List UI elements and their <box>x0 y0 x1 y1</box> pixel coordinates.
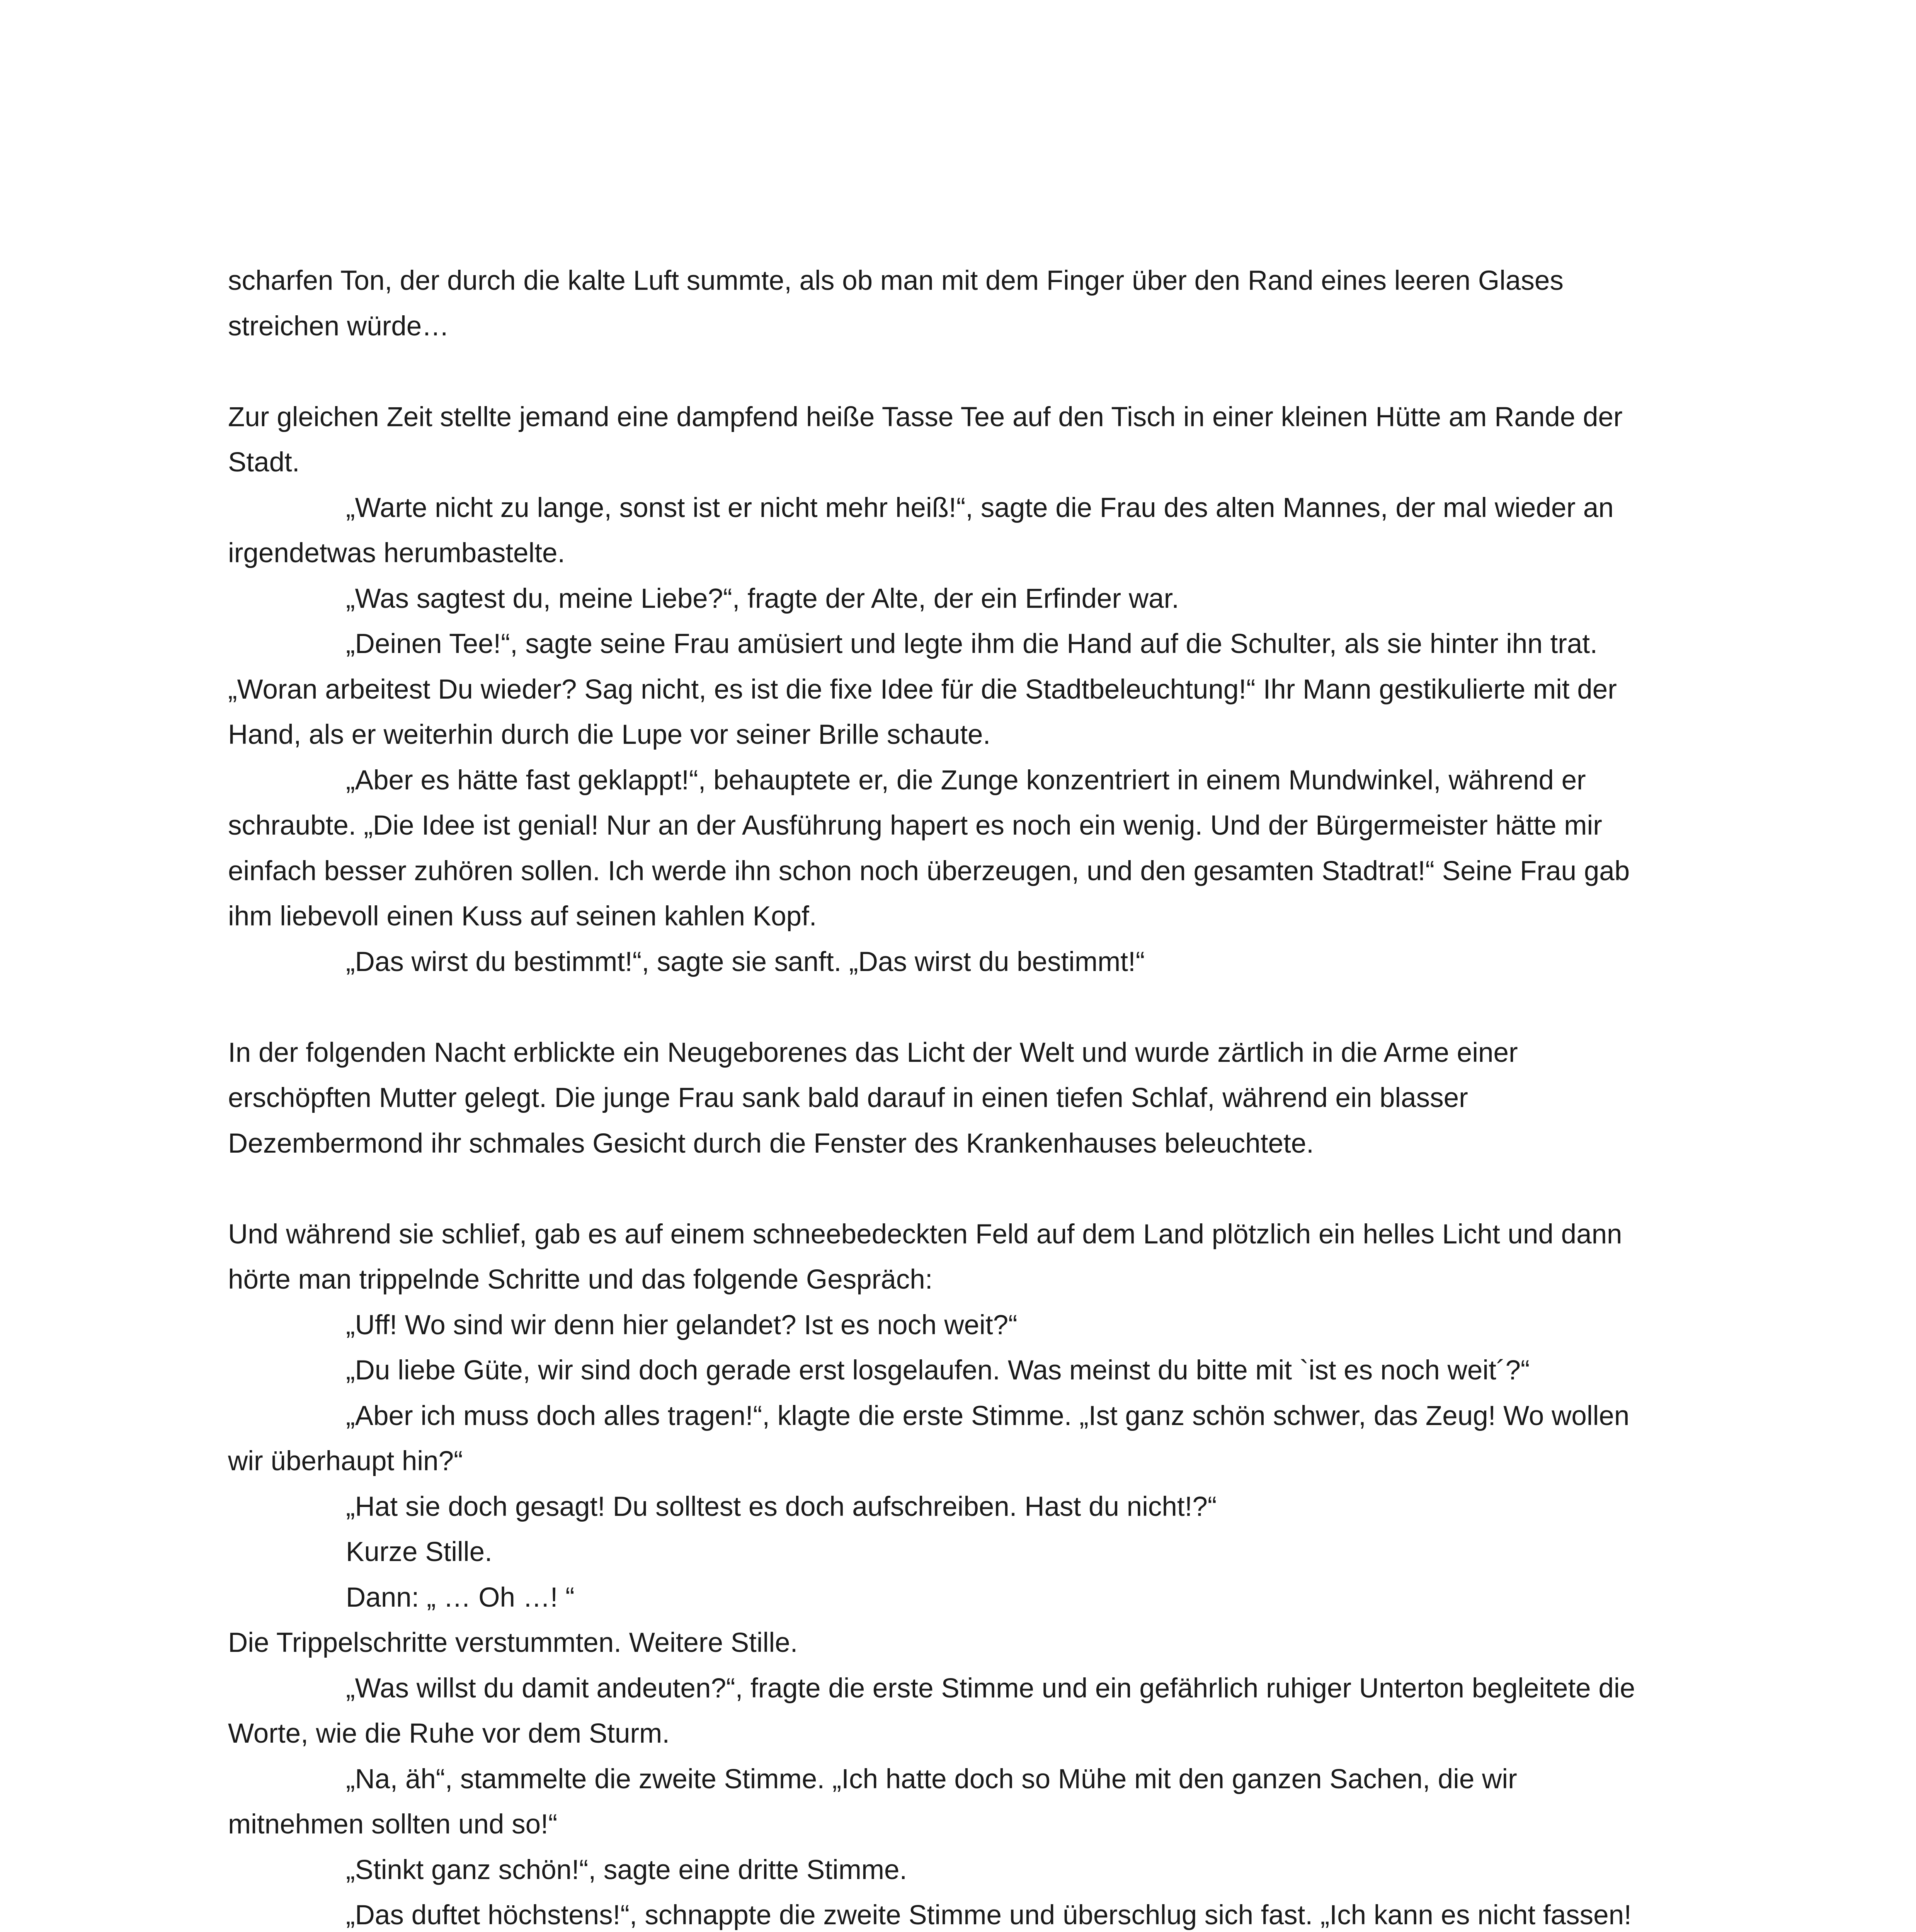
paragraph: „Deinen Tee!“, sagte seine Frau amüsiert und legte ihm die Hand auf die Schulter, als sie hinter ihn trat. „Woran arbeitest Du wieder? Sag nicht, es ist die fixe Idee für die Stadtbeleuchtung!“ Ihr Mann gestikulierte mit der Hand, als er weiterhin durch die Lupe vor seiner Brille schaute. <box>228 629 1617 750</box>
paragraph-spacer <box>228 349 1639 395</box>
paragraph: „Hat sie doch gesagt! Du solltest es doch aufschreiben. Hast du nicht!?“ <box>346 1491 1217 1522</box>
paragraph: „Stinkt ganz schön!“, sagte eine dritte Stimme. <box>346 1854 907 1885</box>
paragraph: Kurze Stille. <box>346 1537 492 1567</box>
paragraph: „Aber ich muss doch alles tragen!“, klagte die erste Stimme. „Ist ganz schön schwer, das Zeug! Wo wollen wir überhaupt hin?“ <box>228 1400 1630 1476</box>
paragraph: „Aber es hätte fast geklappt!“, behauptete er, die Zunge konzentriert in einem Mundwinkel, während er schraubte. „Die Idee ist genial! Nur an der Ausführung hapert es noch ein wenig. Und der Bürgermeister hätte mir einfach besser zuhören sollen. Ich werde ihn schon noch überzeugen, und den gesamten Stadtrat!“ Seine Frau gab ihm liebevoll einen Kuss auf seinen kahlen Kopf. <box>228 765 1630 932</box>
paragraph: „Na, äh“, stammelte die zweite Stimme. „Ich hatte doch so Mühe mit den ganzen Sachen, die wir mitnehmen sollten und so!“ <box>228 1764 1517 1840</box>
paragraph: „Das wirst du bestimmt!“, sagte sie sanft. „Das wirst du bestimmt!“ <box>346 946 1145 977</box>
paragraph: „Das duftet höchstens!“, schnappte die zweite Stimme und überschlug sich fast. „Ich kann es nicht fassen! <box>346 1900 1632 1930</box>
paragraph: „Was willst du damit andeuten?“, fragte die erste Stimme und ein gefährlich ruhiger Unterton begleitete die Worte, wie die Ruhe vor dem Sturm. <box>228 1673 1635 1749</box>
body-text <box>228 258 1639 1932</box>
paragraph: scharfen Ton, der durch die kalte Luft summte, als ob man mit dem Finger über den Rand eines leeren Glases streichen würde… <box>228 265 1564 342</box>
paragraph: Dann: „ … Oh …! “ <box>346 1582 575 1613</box>
paragraph: Und während sie schlief, gab es auf einem schneebedeckten Feld auf dem Land plötzlich ein helles Licht und dann hörte man trippelnde Schritte und das folgende Gespräch: <box>228 1219 1622 1295</box>
paragraph: „Was sagtest du, meine Liebe?“, fragte der Alte, der ein Erfinder war. <box>346 583 1179 614</box>
paragraph: „Uff! Wo sind wir denn hier gelandet? Ist es noch weit?“ <box>346 1310 1018 1340</box>
paragraph: Die Trippelschritte verstummten. Weitere Stille. <box>228 1628 798 1658</box>
paragraph-spacer <box>228 985 1639 1030</box>
paragraph: „Warte nicht zu lange, sonst ist er nicht mehr heiß!“, sagte die Frau des alten Mannes, der mal wieder an irgendetwas herumbastelte. <box>228 492 1614 568</box>
paragraph: Zur gleichen Zeit stellte jemand eine dampfend heiße Tasse Tee auf den Tisch in einer kleinen Hütte am Rande der Stadt. <box>228 401 1623 478</box>
paragraph-spacer <box>228 1166 1639 1212</box>
paragraph: In der folgenden Nacht erblickte ein Neugeborenes das Licht der Welt und wurde zärtlich in die Arme einer erschöpften Mutter gelegt. Die junge Frau sank bald darauf in einen tiefen Schlaf, während ein blasser Dezembermond ihr schmales Gesicht durch die Fenster des Krankenhauses beleuchtete. <box>228 1037 1518 1159</box>
paragraph: „Du liebe Güte, wir sind doch gerade erst losgelaufen. Was meinst du bitte mit `ist es noch weit´?“ <box>346 1355 1530 1386</box>
